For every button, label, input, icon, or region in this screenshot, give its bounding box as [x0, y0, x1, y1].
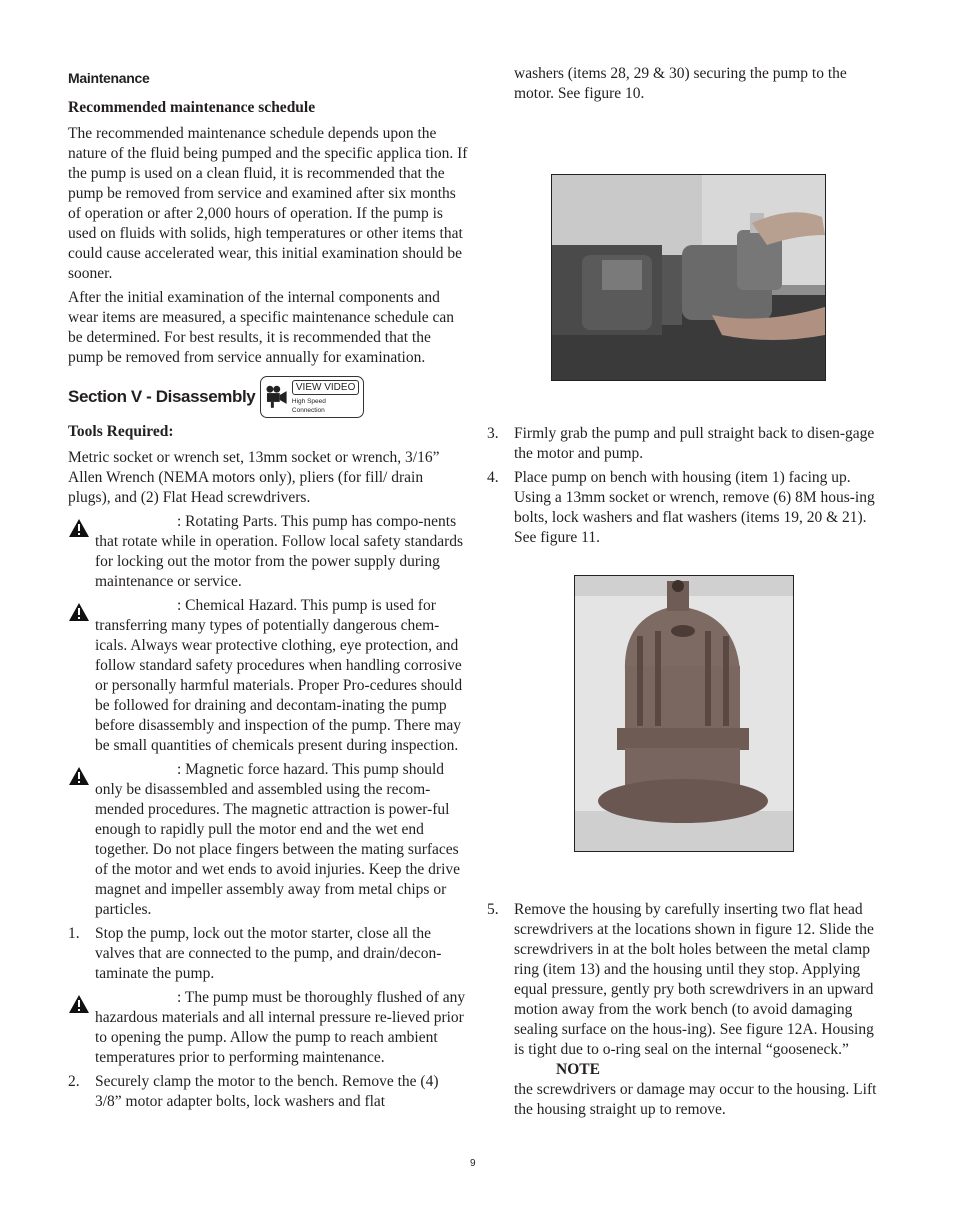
- maintenance-paragraph-2: After the initial examination of the internal components and wear items are measured, a specific maintenance schedule can be determined. For best results, it is recommended that the pump be removed from service annually for examination.: [68, 289, 455, 366]
- warning-text: : Rotating Parts. This pump has compo-nents that rotate while in operation. Follow local safety standards for locking out the motor from the power supply during maintenance or service.: [95, 513, 464, 590]
- step-2-continuation: [514, 64, 879, 104]
- right-column-steps: [487, 424, 879, 552]
- step-text: Remove the housing by carefully inserting two flat head screwdrivers at the locations shown in figure 12. Slide the screwdrivers in at the bolt holes between the metal clamp ring (item 13) and the housing until they stop. Applying equal pressure, gently pry both screwdrivers in an upward motion away from the work bench (to avoid damaging sealing surface on the hous-ing). See figure 12A. Housing is tight due to o-ring seal on the internal “gooseneck.”: [514, 901, 874, 1058]
- step-text: Firmly grab the pump and pull straight back to disen-gage the motor and pump.: [514, 425, 875, 462]
- view-video-label: VIEW VIDEO: [292, 380, 359, 395]
- left-column: [68, 68, 468, 1116]
- step-1: [68, 924, 468, 984]
- warning-triangle-icon: [68, 766, 90, 786]
- page-number: 9: [470, 1158, 476, 1169]
- step-number: 3.: [487, 425, 499, 442]
- tools-text: Metric socket or wrench set, 13mm socket or wrench, 3/16” Allen Wrench (NEMA motors only), pliers (for fill/ drain plugs), and (2) Flat Head screwdrivers.: [68, 449, 440, 506]
- step-3: [487, 424, 879, 464]
- step-5-block: [487, 900, 879, 1124]
- warning-chemical-hazard: [68, 596, 468, 756]
- video-connection-label: High Speed Connection: [291, 397, 326, 414]
- maintenance-subheading: Recommended maintenance schedule: [68, 99, 316, 116]
- figure-10-photo: [551, 174, 826, 381]
- step-text: Place pump on bench with housing (item 1) facing up. Using a 13mm socket or wrench, remove (6) 8M hous-ing bolts, lock washers and flat washers (items 19, 20 & 21). See figure 11.: [514, 469, 875, 546]
- step-number: 5.: [487, 901, 499, 918]
- section-title: Section V - Disassembly: [68, 387, 256, 406]
- step-number: 2.: [68, 1073, 80, 1090]
- note-label: NOTE: [556, 1061, 600, 1078]
- warning-text: : The pump must be thoroughly flushed of any hazardous materials and all internal pressure re-lieved prior to opening the pump. Allow the pump to reach ambient temperatures prior to performing maintenance.: [95, 989, 466, 1066]
- warning-text: : Magnetic force hazard. This pump should only be disassembled and assembled using the recom-mended procedures. The magnetic attraction is power-ful enough to rapidly pull the motor end and the wet end together. Do not place fingers between the mating surfaces of the motor and wet ends to avoid injuries. Keep the drive magnet and impeller assembly away from metal chips or particles.: [95, 761, 461, 918]
- warning-text: : Chemical Hazard. This pump is used for transferring many types of potentially dangerous chem-icals. Always wear protective clothing, eye protection, and follow standard safety procedures when handling corrosive or personally harmful materials. Proper Pro-cedures should be followed for draining and decontam-inating the pump before disassembly and inspection of the pump. There may be small quantities of chemicals present during inspection.: [95, 597, 463, 754]
- step-text: Stop the pump, lock out the motor starter, close all the valves that are connected to the pump, and drain/decon-taminate the pump.: [95, 925, 442, 982]
- figure-11-photo: [574, 575, 794, 852]
- step-2: [68, 1072, 468, 1112]
- warning-triangle-icon: [68, 602, 90, 622]
- warning-flush-pump: [68, 988, 468, 1068]
- step-number: 4.: [487, 469, 499, 486]
- maintenance-paragraph-1: The recommended maintenance schedule depends upon the nature of the fluid being pumped and the specific applica tion. If the pump is used on a clean fluid, it is recommended that the pump be removed from service and examined after six months of operation or after 2,000 hours of operation. If the pump is used on fluids with solids, high temperatures or other items that could cause accelerated wear, this initial examination should be sooner.: [68, 125, 468, 282]
- warning-triangle-icon: [68, 518, 90, 538]
- video-camera-icon: [265, 384, 289, 410]
- step-text: washers (items 28, 29 & 30) securing the pump to the motor. See figure 10.: [514, 65, 847, 102]
- section-header: [68, 376, 468, 418]
- step-4: [487, 468, 879, 548]
- view-video-button[interactable]: [260, 376, 364, 418]
- warning-triangle-icon: [68, 994, 90, 1014]
- step-number: 1.: [68, 925, 80, 942]
- step-text-end: the screwdrivers or damage may occur to the housing. Lift the housing straight up to remove.: [514, 1081, 877, 1118]
- step-text: Securely clamp the motor to the bench. Remove the (4) 3/8” motor adapter bolts, lock washers and flat: [95, 1073, 439, 1110]
- tools-heading: Tools Required:: [68, 423, 174, 440]
- warning-magnetic-force: [68, 760, 468, 920]
- maintenance-heading: Maintenance: [68, 70, 150, 86]
- step-5: [487, 900, 879, 1120]
- warning-rotating-parts: [68, 512, 468, 592]
